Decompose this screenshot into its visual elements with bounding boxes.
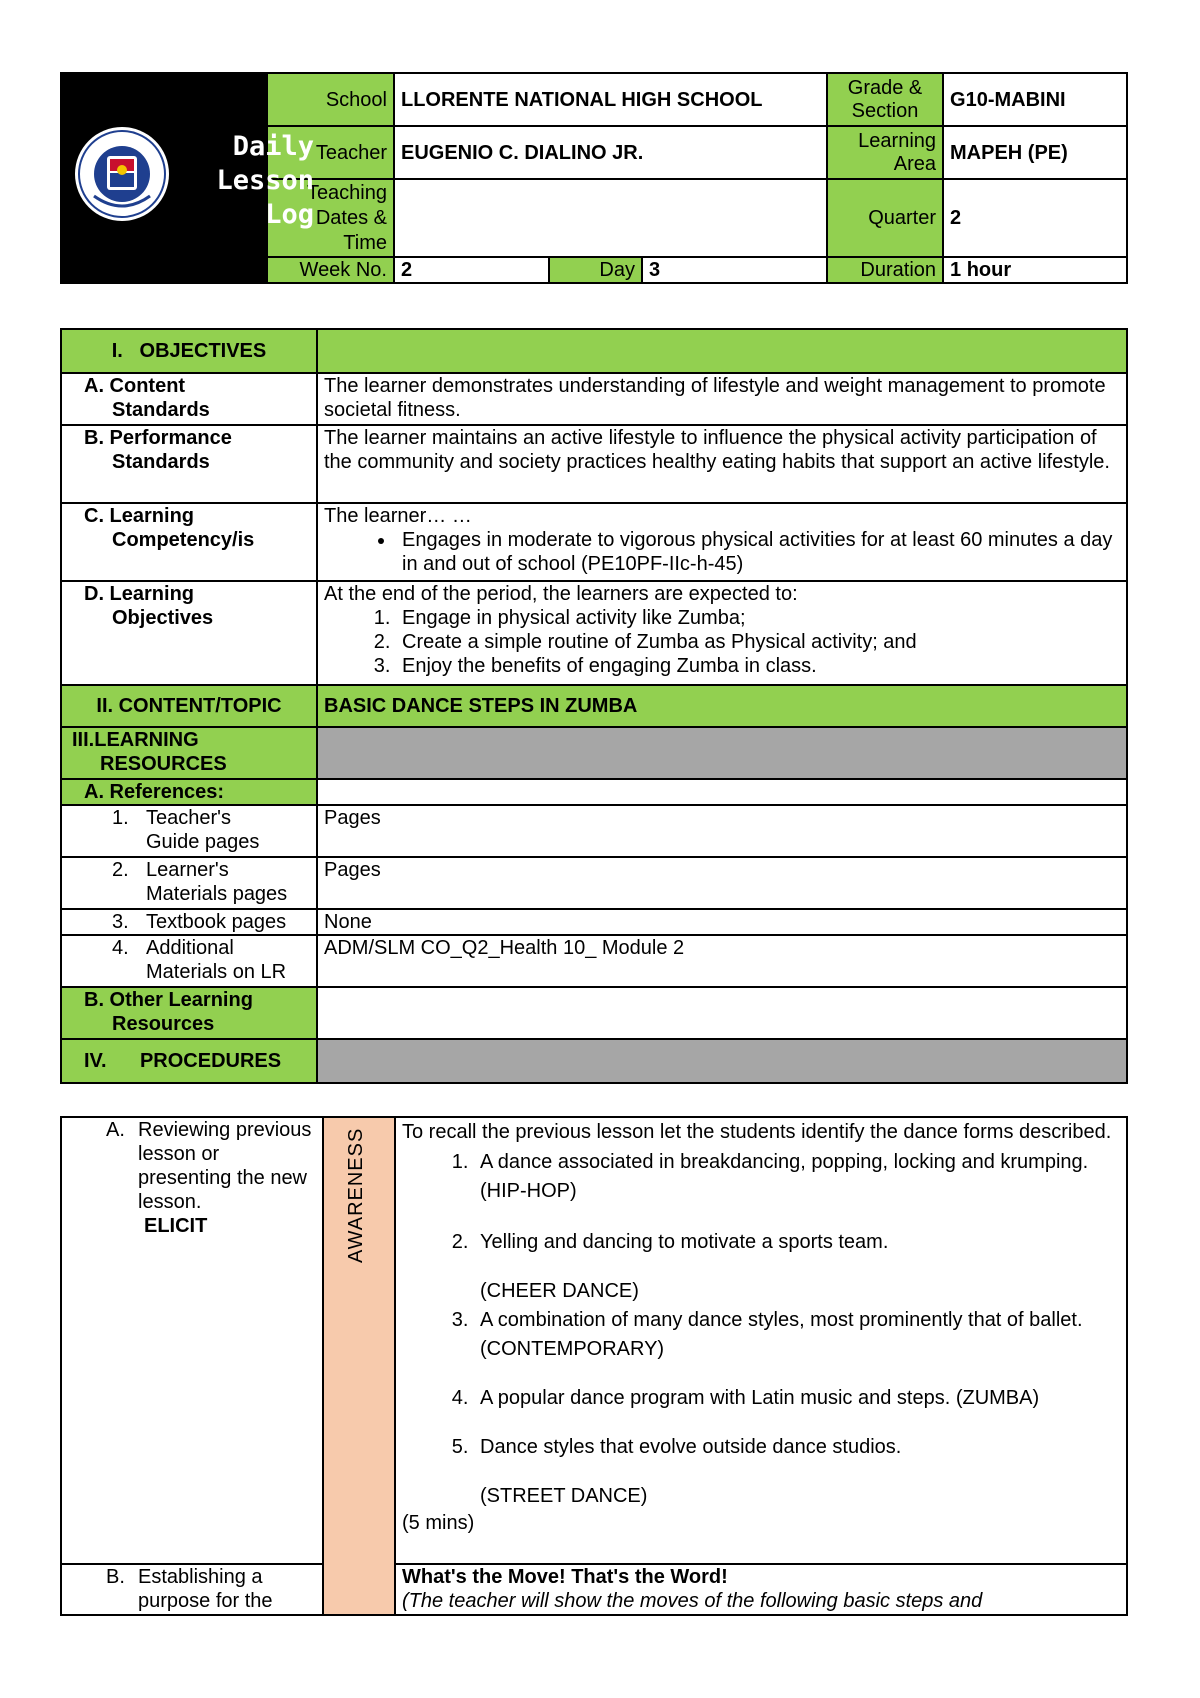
procedure-a-content xyxy=(395,1117,1127,1564)
ref-additional-label: 4. Additional Materials on LR xyxy=(61,935,317,987)
area-label: Learning Area xyxy=(827,126,943,179)
learning-objective-item: 3. Enjoy the benefits of engaging Zumba in class. xyxy=(396,654,1120,678)
procedure-b-title: What's the Move! That's the Word! xyxy=(402,1566,728,1588)
teacher-value: EUGENIO C. DIALINO JR. xyxy=(394,126,827,179)
quarter-value: 2 xyxy=(943,179,1127,257)
procedures-label: IV. PROCEDURES xyxy=(61,1039,317,1083)
dates-label: Teaching Dates & Time xyxy=(267,179,394,257)
content-standards-text: The learner demonstrates understanding of lifestyle and weight management to promote societal fitness. xyxy=(317,373,1127,425)
references-label: A. References: xyxy=(61,779,317,805)
competency-cell xyxy=(317,503,1127,581)
learning-resources-blank xyxy=(317,727,1127,779)
school-value: LLORENTE NATIONAL HIGH SCHOOL xyxy=(394,73,827,126)
duration-label: Duration xyxy=(827,257,943,283)
logo-block xyxy=(61,73,314,283)
procedures-table xyxy=(60,1116,1128,1616)
learning-objectives-label: D. Learning Objectives xyxy=(61,581,317,685)
ref-learner-materials-value: Pages xyxy=(317,857,1127,909)
procedure-a-label: A. Reviewing previous lesson or presenting the new lesson. ELICIT xyxy=(61,1117,323,1564)
ref-teacher-guide-label: 1. Teacher's Guide pages xyxy=(61,805,317,857)
procedure-b-text: (The teacher will show the moves of the following basic steps and xyxy=(402,1590,983,1612)
daily-lesson-log-title: Daily Lesson Log xyxy=(216,131,314,230)
objectives-heading: I. OBJECTIVES xyxy=(61,329,317,373)
awareness-column xyxy=(323,1117,395,1615)
elicit-item: 4. A popular dance program with Latin music and steps. (ZUMBA) xyxy=(474,1384,1120,1413)
other-resources-label: B. Other Learning Resources xyxy=(61,987,317,1039)
performance-standards-text: The learner maintains an active lifestyle to influence the physical activity participation of the community and society practices healthy eating habits that support an active lifestyle. xyxy=(317,425,1127,503)
week-label: Week No. xyxy=(267,257,394,283)
ref-learner-materials-label: 2. Learner's Materials pages xyxy=(61,857,317,909)
elicit-item: 5. Dance styles that evolve outside dance studios. (STREET DANCE) xyxy=(474,1433,1120,1511)
ref-additional-value: ADM/SLM CO_Q2_Health 10_ Module 2 xyxy=(317,935,1127,987)
elicit-item: 3. A combination of many dance styles, most prominently that of ballet. (CONTEMPORARY) xyxy=(474,1306,1120,1364)
content-standards-label: A. Content Standards xyxy=(61,373,317,425)
day-label: Day xyxy=(549,257,642,283)
awareness-label: AWARENESS xyxy=(345,1128,367,1264)
competency-label: C. Learning Competency/is xyxy=(61,503,317,581)
references-blank xyxy=(317,779,1127,805)
learning-objective-item: 2. Create a simple routine of Zumba as Physical activity; and xyxy=(396,630,1120,654)
grade-value: G10-MABINI xyxy=(943,73,1127,126)
learning-objectives-cell xyxy=(317,581,1127,685)
learning-objectives-intro: At the end of the period, the learners are expected to: xyxy=(324,583,798,605)
elicit-item: 2. Yelling and dancing to motivate a sports team. (CHEER DANCE) xyxy=(474,1228,1120,1306)
day-value: 3 xyxy=(642,257,827,283)
ref-teacher-guide-value: Pages xyxy=(317,805,1127,857)
procedure-a-text: Reviewing previous lesson or presenting the new lesson. xyxy=(138,1119,312,1213)
duration-value: 1 hour xyxy=(943,257,1127,283)
week-value: 2 xyxy=(394,257,549,283)
grade-label: Grade & Section xyxy=(827,73,943,126)
ref-textbook-value: None xyxy=(317,909,1127,935)
learning-resources-label: III.LEARNING RESOURCES xyxy=(61,727,317,779)
learning-objective-item: 1. Engage in physical activity like Zumba; xyxy=(396,606,1120,630)
procedure-a-sub: ELICIT xyxy=(144,1215,208,1237)
teacher-label: Teacher xyxy=(267,126,394,179)
header-table xyxy=(60,72,1128,284)
content-topic-value: BASIC DANCE STEPS IN ZUMBA xyxy=(317,685,1127,727)
dates-value xyxy=(394,179,827,257)
competency-intro: The learner… … xyxy=(324,505,472,527)
procedures-blank xyxy=(317,1039,1127,1083)
area-value: MAPEH (PE) xyxy=(943,126,1127,179)
performance-standards-label: B. Performance Standards xyxy=(61,425,317,503)
procedure-a-time: (5 mins) xyxy=(402,1512,475,1534)
objectives-heading-blank xyxy=(317,329,1127,373)
ref-textbook-label: 3. Textbook pages xyxy=(61,909,317,935)
deped-seal-icon xyxy=(74,126,170,222)
quarter-label: Quarter xyxy=(827,179,943,257)
content-topic-label: II. CONTENT/TOPIC xyxy=(61,685,317,727)
elicit-item: 1. A dance associated in breakdancing, popping, locking and krumping. (HIP-HOP) xyxy=(474,1148,1120,1206)
other-resources-value xyxy=(317,987,1127,1039)
procedure-b-content xyxy=(395,1564,1127,1615)
objectives-table xyxy=(60,328,1128,1084)
procedure-a-intro: To recall the previous lesson let the students identify the dance forms described. xyxy=(402,1121,1112,1143)
school-label: School xyxy=(267,73,394,126)
competency-item: • Engages in moderate to vigorous physical activities for at least 60 minutes a day in and out of school (PE10PF-IIc-h-45) xyxy=(396,528,1120,576)
procedure-b-label: B. Establishing a purpose for the xyxy=(61,1564,323,1615)
